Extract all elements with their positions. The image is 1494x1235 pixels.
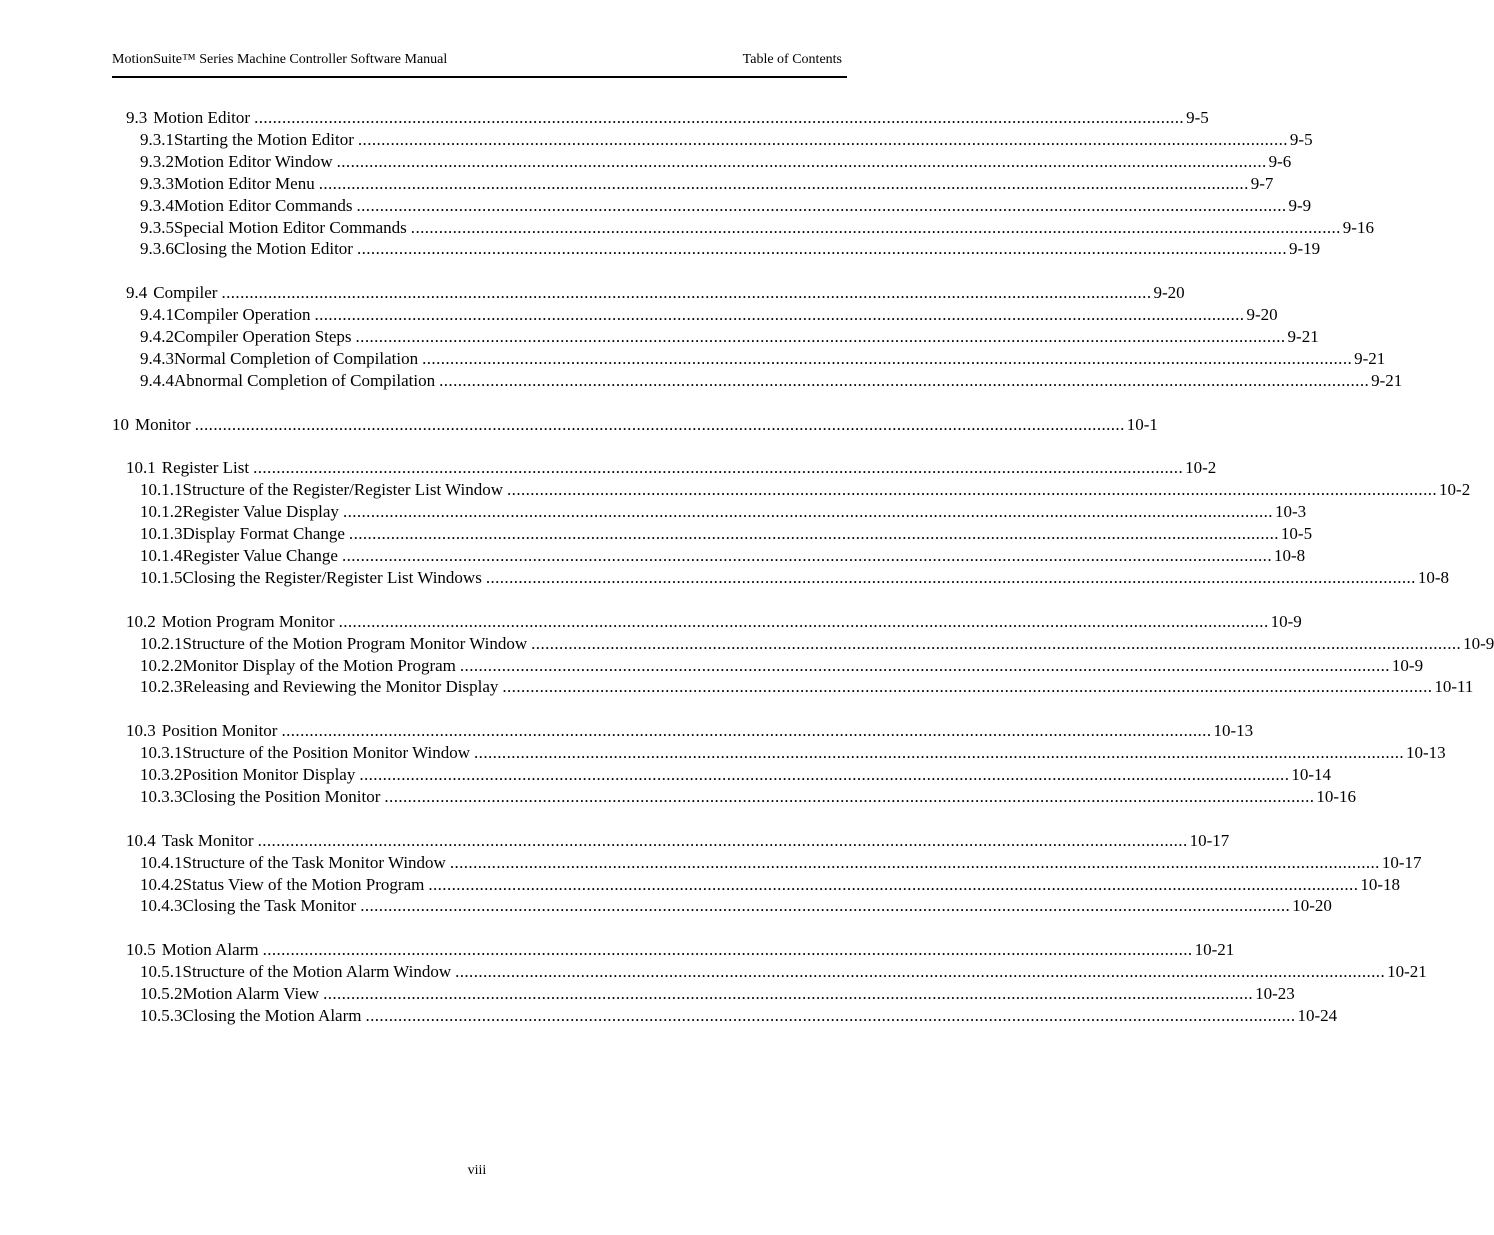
dot-leader: ........................................................................................................................................................................................................ xyxy=(359,765,1290,784)
toc-entry-title: Motion Editor Window xyxy=(174,151,333,171)
toc-entry-page: 10-5 xyxy=(1280,524,1313,544)
toc-entry-page: 10-17 xyxy=(1189,830,1230,850)
toc-entry-title: Display Format Change xyxy=(182,524,345,544)
dot-leader: ........................................................................................................................................................................................................ xyxy=(455,962,1386,982)
dot-leader: ........................................................................................................................................................................................................ xyxy=(422,348,1353,368)
toc-entry-page: 10-9 xyxy=(1391,655,1424,675)
toc-entry-page: 10-9 xyxy=(1463,633,1494,653)
toc-entry[interactable] xyxy=(140,676,1474,698)
toc-entry-title: Closing the Position Monitor xyxy=(182,786,381,806)
toc-entry-page: 9-5 xyxy=(1289,129,1313,149)
toc-entry[interactable] xyxy=(140,129,1313,151)
dot-leader: ........................................................................................................................................................................................................ xyxy=(262,940,1193,960)
dot-leader: ........................................................................................................................................................................................................ xyxy=(341,546,1272,565)
toc-entry-page: 10-24 xyxy=(1297,1005,1338,1025)
dot-leader: ........................................................................................................................................................................................................ xyxy=(428,874,1359,894)
dot-leader: ........................................................................................................................................................................................................ xyxy=(318,173,1249,193)
toc-entry-title: Structure of the Motion Program Monitor Window xyxy=(182,633,528,653)
toc-entry-number: 10.3 xyxy=(126,721,156,741)
toc-entry-number: 9.4.3 xyxy=(140,348,174,368)
toc-entry[interactable] xyxy=(140,633,1494,655)
dot-leader: ........................................................................................................................................................................................................ xyxy=(348,524,1279,544)
toc-entry-title: Motion Editor xyxy=(153,108,251,127)
toc-entry-title: Motion Editor Commands xyxy=(174,195,353,215)
toc-entry-title: Register List xyxy=(161,458,250,478)
toc-entry[interactable] xyxy=(126,457,1217,479)
toc-entry[interactable] xyxy=(126,611,1302,633)
toc-entry[interactable] xyxy=(126,282,1185,304)
toc-entry[interactable] xyxy=(140,852,1422,874)
toc-entry-title: Closing the Register/Register List Windows xyxy=(182,567,482,587)
toc-entry[interactable] xyxy=(140,479,1471,501)
toc-entry-number: 9.3.6 xyxy=(140,239,174,259)
toc-entry-title: Monitor xyxy=(135,414,191,434)
toc-entry-title: Compiler Operation Steps xyxy=(174,327,352,346)
toc-entry-title: Normal Completion of Compilation xyxy=(174,348,419,368)
toc-entry-number: 9.3.3 xyxy=(140,173,174,193)
page-header xyxy=(112,52,847,78)
toc-entry[interactable] xyxy=(126,107,1209,129)
toc-entry[interactable] xyxy=(140,151,1292,173)
toc-entry-number: 10.2.1 xyxy=(140,633,183,653)
toc-entry-page: 10-11 xyxy=(1434,677,1474,697)
dot-leader: ........................................................................................................................................................................................................ xyxy=(338,611,1269,631)
toc-entry-page: 9-9 xyxy=(1288,195,1312,215)
toc-entry[interactable] xyxy=(126,830,1230,852)
toc-entry-page: 9-20 xyxy=(1153,283,1185,303)
toc-entry-title: Abnormal Completion of Compilation xyxy=(174,370,436,390)
dot-leader: ........................................................................................................................................................................................................ xyxy=(365,1005,1296,1025)
toc-entry[interactable] xyxy=(140,983,1295,1005)
toc-entry[interactable] xyxy=(140,304,1278,326)
toc-entry-page: 9-21 xyxy=(1287,327,1319,346)
toc-entry[interactable] xyxy=(140,238,1321,260)
dot-leader: ........................................................................................................................................................................................................ xyxy=(360,896,1291,916)
toc-entry[interactable] xyxy=(126,939,1235,961)
toc-entry[interactable] xyxy=(140,895,1332,917)
dot-leader: ........................................................................................................................................................................................................ xyxy=(254,108,1185,127)
toc-entry-title: Structure of the Motion Alarm Window xyxy=(182,962,452,982)
toc-entry[interactable] xyxy=(140,567,1449,589)
toc-entry[interactable] xyxy=(126,720,1254,742)
toc-entry-number: 10.4.1 xyxy=(140,852,183,872)
toc-entry-number: 9.4 xyxy=(126,283,148,303)
toc-entry[interactable] xyxy=(140,545,1306,567)
dot-leader: ........................................................................................................................................................................................................ xyxy=(507,480,1438,500)
toc-entry-number: 10.1.5 xyxy=(140,567,183,587)
toc-entry-number: 10.2.2 xyxy=(140,655,183,675)
toc-entry-page: 10-8 xyxy=(1273,546,1306,565)
toc-entry-title: Motion Program Monitor xyxy=(161,611,335,631)
toc-entry-title: Closing the Motion Alarm xyxy=(182,1005,362,1025)
toc-entry[interactable] xyxy=(112,414,1158,436)
toc-entry-page: 9-5 xyxy=(1186,108,1209,127)
toc-entry-page: 10-9 xyxy=(1270,611,1302,631)
toc-entry-number: 10.1.4 xyxy=(140,546,183,565)
toc-entry-number: 10.4.3 xyxy=(140,896,183,916)
toc-entry-title: Closing the Task Monitor xyxy=(182,896,357,916)
dot-leader: ........................................................................................................................................................................................................ xyxy=(253,458,1184,478)
toc-entry-page: 10-23 xyxy=(1255,984,1295,1003)
toc-entry-title: Special Motion Editor Commands xyxy=(174,217,407,237)
toc-entry-title: Structure of the Position Monitor Window xyxy=(182,743,471,763)
toc-entry[interactable] xyxy=(140,348,1386,370)
toc-entry-title: Motion Alarm View xyxy=(182,984,320,1003)
toc-entry-title: Task Monitor xyxy=(161,830,254,850)
toc-entry-number: 10.1.1 xyxy=(140,480,183,500)
section-title: Table of Contents xyxy=(742,52,842,67)
toc-entry-number: 9.3 xyxy=(126,108,148,127)
dot-leader: ........................................................................................................................................................................................................ xyxy=(314,305,1245,325)
toc-entry-page: 9-16 xyxy=(1342,217,1374,237)
toc-entry-number: 10.5.3 xyxy=(140,1005,183,1025)
toc-entry-page: 10-8 xyxy=(1417,567,1449,587)
toc-entry-page: 9-21 xyxy=(1354,348,1386,368)
page-number: viii xyxy=(467,1163,487,1178)
toc-entry-page: 9-7 xyxy=(1250,173,1274,193)
toc-entry-title: Position Monitor Display xyxy=(182,765,356,784)
toc-entry-number: 10.3.1 xyxy=(140,743,183,763)
toc-entry-page: 10-13 xyxy=(1406,743,1446,763)
toc-entry-number: 9.4.4 xyxy=(140,370,174,390)
toc-entry-title: Register Value Display xyxy=(182,502,339,522)
dot-leader: ........................................................................................................................................................................................................ xyxy=(356,195,1287,215)
dot-leader: ........................................................................................................................................................................................................ xyxy=(485,567,1416,587)
toc-entry-title: Register Value Change xyxy=(182,546,338,565)
toc-entry-title: Compiler Operation xyxy=(174,305,311,325)
toc-entry-title: Starting the Motion Editor xyxy=(174,129,354,149)
toc-entry-number: 10.3.2 xyxy=(140,765,183,784)
toc-entry-number: 10.1.2 xyxy=(140,502,183,522)
toc-entry-title: Motion Alarm xyxy=(161,940,259,960)
toc-entry-title: Structure of the Task Monitor Window xyxy=(182,852,446,872)
toc-entry-page: 9-21 xyxy=(1371,370,1403,390)
toc-entry-page: 9-20 xyxy=(1246,305,1278,325)
toc-entry[interactable] xyxy=(140,501,1307,523)
toc-entry[interactable] xyxy=(140,742,1446,764)
dot-leader: ........................................................................................................................................................................................................ xyxy=(194,414,1125,434)
toc-entry-number: 10.2.3 xyxy=(140,677,183,697)
toc-entry-page: 10-21 xyxy=(1194,940,1235,960)
toc-entry[interactable] xyxy=(140,1005,1338,1027)
dot-leader: ........................................................................................................................................................................................................ xyxy=(356,239,1287,259)
dot-leader: ........................................................................................................................................................................................................ xyxy=(323,984,1254,1003)
dot-leader: ........................................................................................................................................................................................................ xyxy=(257,830,1188,850)
toc-entry-number: 9.3.4 xyxy=(140,195,174,215)
dot-leader: ........................................................................................................................................................................................................ xyxy=(531,633,1462,653)
toc-entry-title: Closing the Motion Editor xyxy=(174,239,353,259)
toc-entry-page: 10-21 xyxy=(1387,962,1427,982)
toc-entry-title: Position Monitor xyxy=(161,721,278,741)
toc-entry-page: 10-2 xyxy=(1185,458,1217,478)
toc-entry[interactable] xyxy=(140,217,1374,239)
toc-entry-number: 10.3.3 xyxy=(140,786,183,806)
dot-leader: ........................................................................................................................................................................................................ xyxy=(384,786,1315,806)
toc-entry[interactable] xyxy=(140,655,1424,677)
dot-leader: ........................................................................................................................................................................................................ xyxy=(439,370,1370,390)
toc-entry-title: Status View of the Motion Program xyxy=(182,874,425,894)
toc-entry[interactable] xyxy=(140,173,1274,195)
toc-entry[interactable] xyxy=(140,370,1403,392)
toc-entry-number: 10.2 xyxy=(126,611,156,631)
manual-title: MotionSuite™ Series Machine Controller Software Manual xyxy=(112,52,448,67)
dot-leader: ........................................................................................................................................................................................................ xyxy=(357,129,1288,149)
toc-entry[interactable] xyxy=(140,764,1332,786)
toc-entry-number: 10 xyxy=(112,414,129,434)
toc-entry-page: 10-16 xyxy=(1316,786,1357,806)
toc-entry[interactable] xyxy=(140,195,1312,217)
dot-leader: ........................................................................................................................................................................................................ xyxy=(336,151,1267,171)
toc-entry-number: 10.1.3 xyxy=(140,524,183,544)
toc-entry-page: 10-3 xyxy=(1274,502,1307,522)
toc-entry[interactable] xyxy=(140,326,1319,348)
toc-entry-page: 10-1 xyxy=(1126,414,1158,434)
toc-entry-number: 10.5.2 xyxy=(140,984,183,1003)
toc-entry[interactable] xyxy=(140,786,1357,808)
toc-entry[interactable] xyxy=(140,961,1427,983)
toc-entry-page: 10-13 xyxy=(1213,721,1254,741)
toc-entry-title: Monitor Display of the Motion Program xyxy=(182,655,456,675)
toc-entry-number: 9.4.1 xyxy=(140,305,174,325)
dot-leader: ........................................................................................................................................................................................................ xyxy=(502,677,1433,697)
toc-entry-title: Structure of the Register/Register List Window xyxy=(182,480,504,500)
toc-entry[interactable] xyxy=(140,523,1313,545)
toc-entry-number: 9.3.2 xyxy=(140,151,174,171)
toc-entry-page: 9-6 xyxy=(1268,151,1292,171)
toc-entry-page: 10-2 xyxy=(1439,480,1471,500)
toc-entry-number: 10.1 xyxy=(126,458,156,478)
toc-entry-number: 10.5.1 xyxy=(140,962,183,982)
toc-entry-title: Motion Editor Menu xyxy=(174,173,315,193)
dot-leader: ........................................................................................................................................................................................................ xyxy=(355,327,1286,346)
dot-leader: ........................................................................................................................................................................................................ xyxy=(281,721,1212,741)
dot-leader: ........................................................................................................................................................................................................ xyxy=(342,502,1273,522)
toc-entry-page: 9-19 xyxy=(1288,239,1321,259)
toc-entry-number: 10.5 xyxy=(126,940,156,960)
dot-leader: ........................................................................................................................................................................................................ xyxy=(410,217,1341,237)
dot-leader: ........................................................................................................................................................................................................ xyxy=(459,655,1390,675)
toc-entry-title: Releasing and Reviewing the Monitor Display xyxy=(182,677,499,697)
dot-leader: ........................................................................................................................................................................................................ xyxy=(474,743,1405,763)
toc-entry-page: 10-20 xyxy=(1292,896,1332,916)
toc-entry-page: 10-17 xyxy=(1381,852,1422,872)
toc-entry-number: 9.4.2 xyxy=(140,327,174,346)
dot-leader: ........................................................................................................................................................................................................ xyxy=(221,283,1152,303)
toc-entry-page: 10-18 xyxy=(1360,874,1401,894)
dot-leader: ........................................................................................................................................................................................................ xyxy=(449,852,1380,872)
toc-entry-number: 10.4.2 xyxy=(140,874,183,894)
toc-entry-number: 9.3.1 xyxy=(140,129,174,149)
toc-entry-page: 10-14 xyxy=(1291,765,1332,784)
toc-entry[interactable] xyxy=(140,874,1401,896)
toc-entry-title: Compiler xyxy=(153,283,218,303)
toc-entry-number: 9.3.5 xyxy=(140,217,174,237)
toc-entry-number: 10.4 xyxy=(126,830,156,850)
